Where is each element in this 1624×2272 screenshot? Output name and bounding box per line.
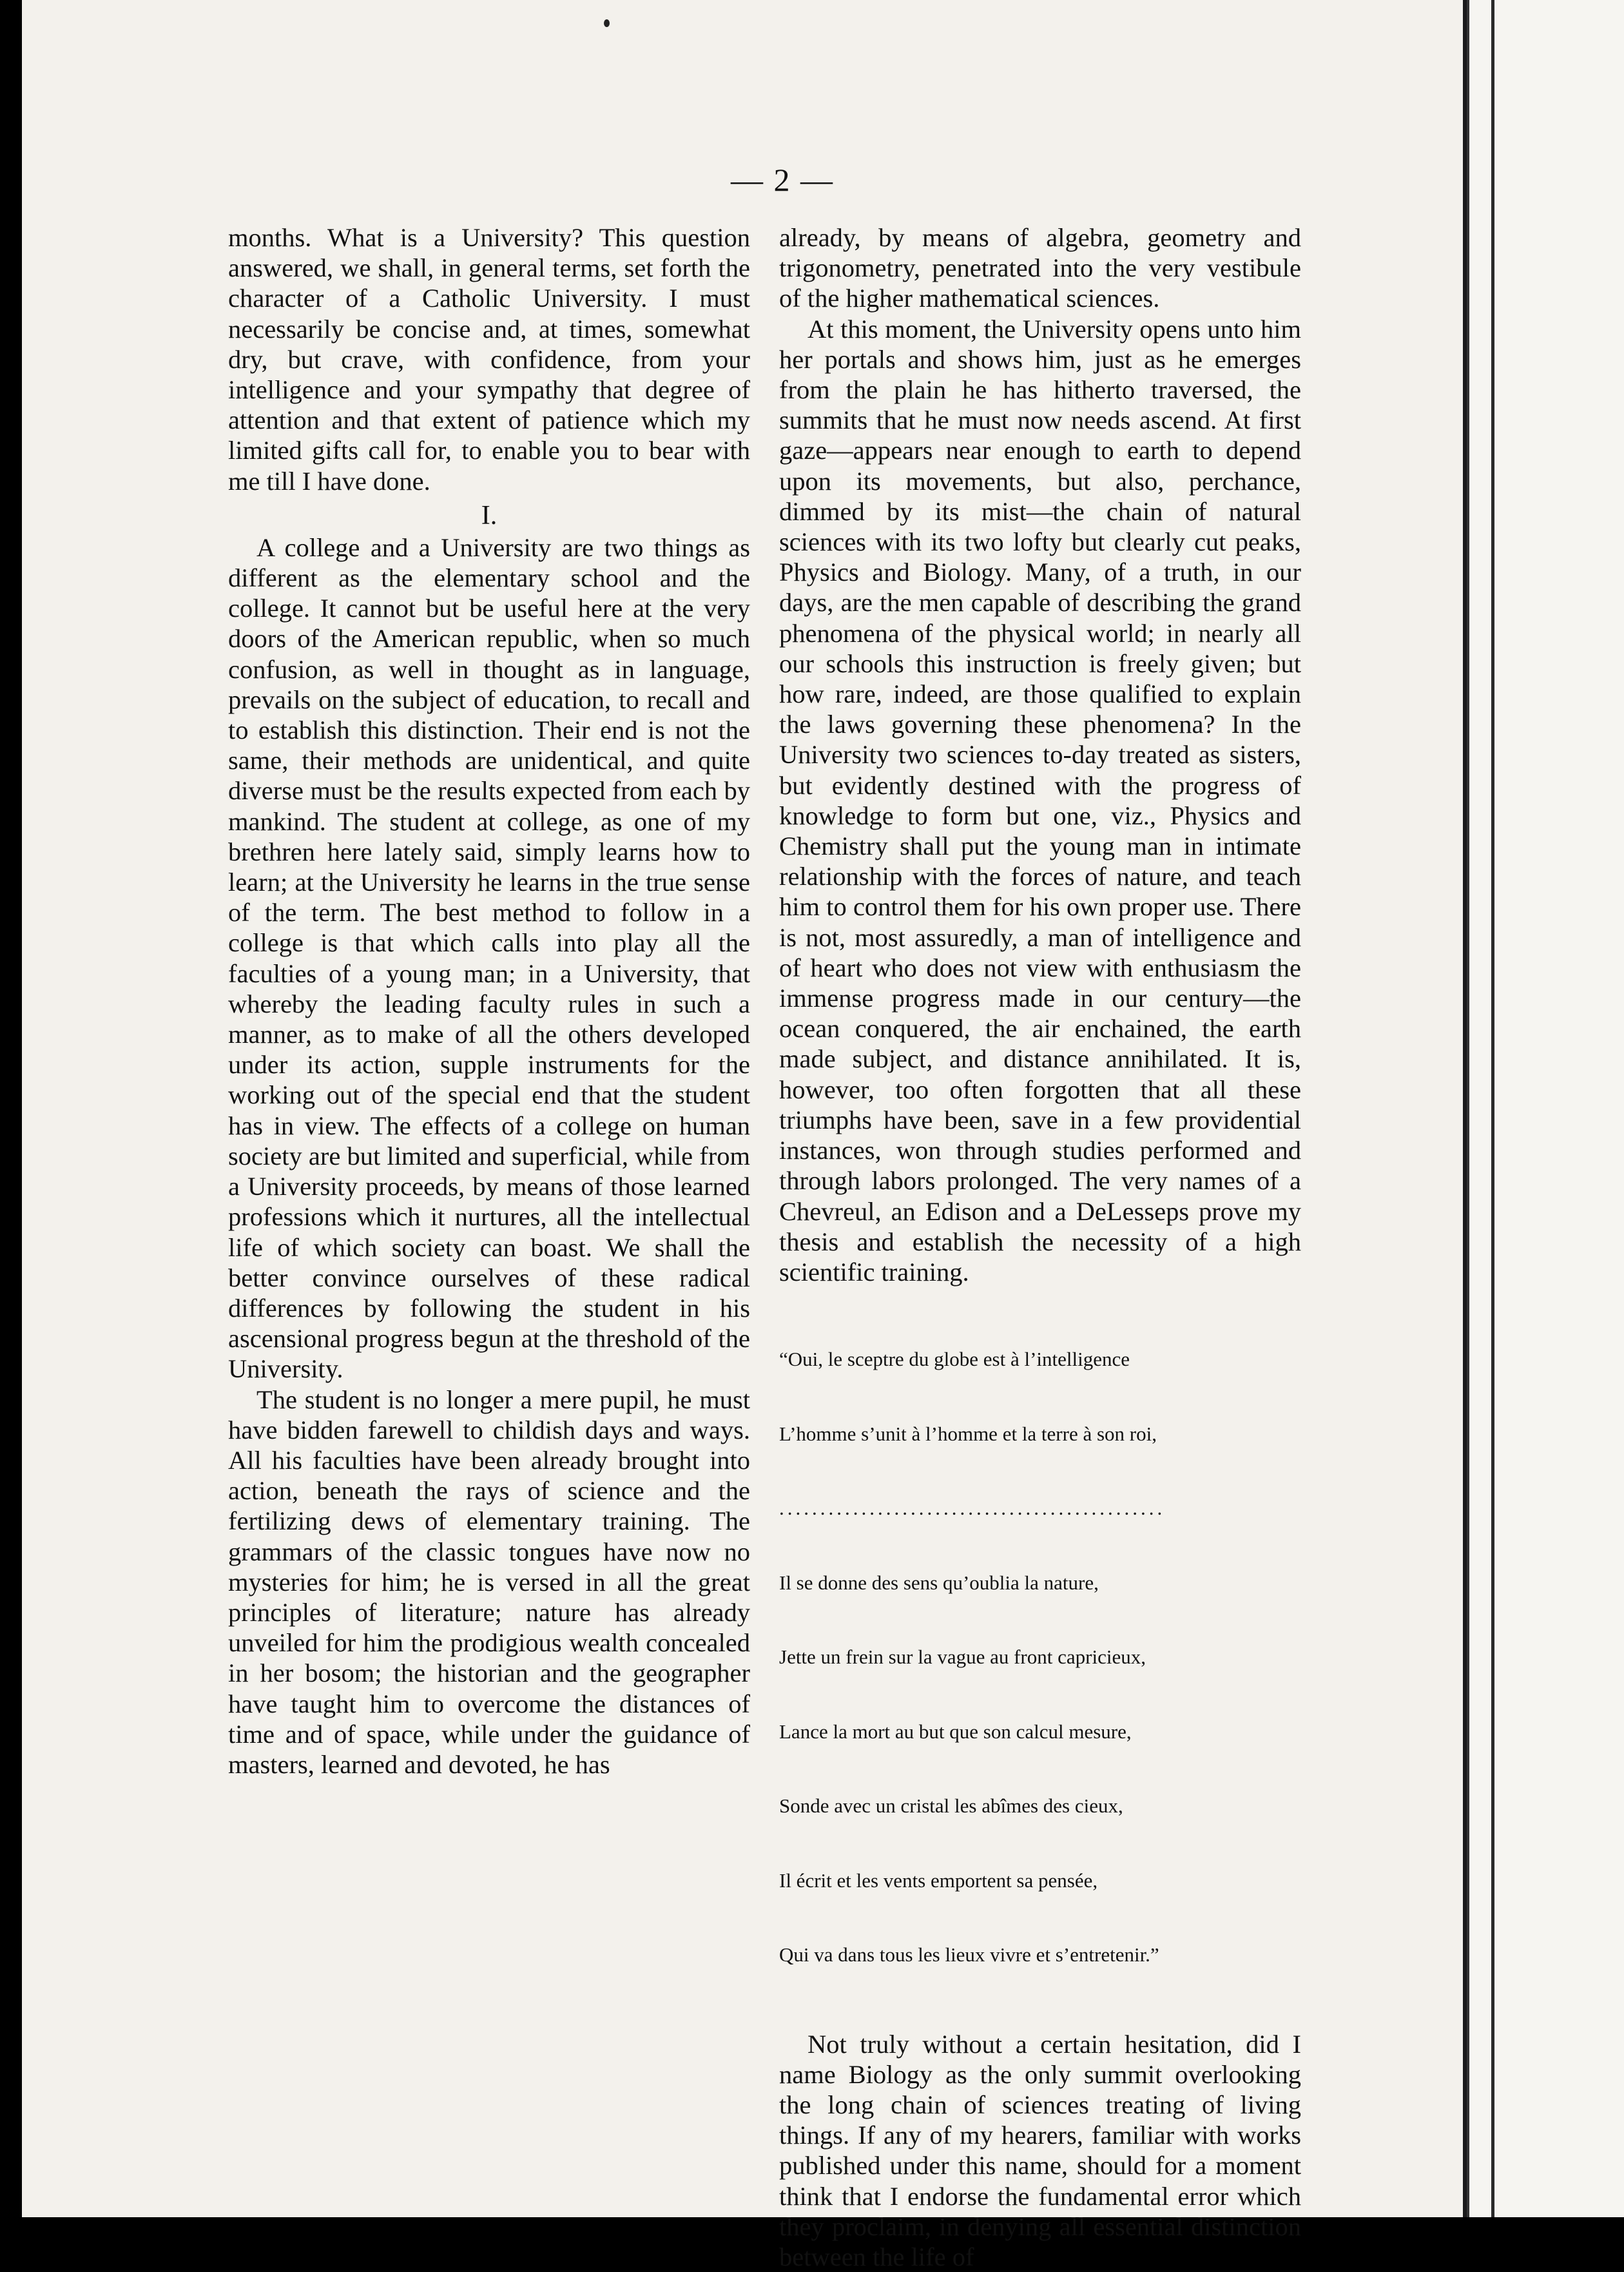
verse-line: Sonde avec un cristal les abîmes des cieux,	[779, 1794, 1123, 1818]
right-column	[779, 222, 1301, 2272]
verse-line: Il se donne des sens qu’oublia la nature,	[779, 1571, 1099, 1594]
verse-line: “Oui, le sceptre du globe est à l’intelligence	[779, 1348, 1130, 1371]
verse-line: L’homme s’unit à l’homme et la terre à son roi,	[779, 1422, 1157, 1445]
page-border	[1467, 0, 1469, 2217]
verse-ellipsis: ...............................................	[779, 1497, 1166, 1520]
paragraph: At this moment, the University opens unto him her portals and shows him, just as he emerges from the plain he has hitherto traversed, the summits that he must now needs ascend. At first gaze—appears near enough to earth to depend upon its movements, but also, perchance, dimmed by its mist—the chain of natural sciences with its two lofty but clearly cut peaks, Physics and Biology. Many, of a truth, in our days, are the men capable of describing the grand phenomena of the physical world; in nearly all our schools this instruction is freely given; but how rare, indeed, are those qualified to explain the laws governing these phenomena? In the University two sciences to-day treated as sisters, but evidently destined with the progress of knowledge to form but one, viz., Physics and Chemistry shall put the young man in intimate relationship with the forces of nature, and teach him to control them for his own proper use. There is not, most assuredly, a man of intelligence and of heart who does not view with enthusiasm the immense progress made in our century—the ocean conquered, the air enchained, the earth made subject, and distance annihilated. It is, however, too often forgotten that all these triumphs have been, save in a few providential instances, won through studies performed and through labors prolonged. The very names of a Chevreul, an Edison and a DeLesseps prove my thesis and establish the necessity of a high scientific training.	[779, 314, 1301, 1286]
section-heading: I.	[481, 500, 498, 530]
left-column	[228, 222, 750, 1780]
verse-quotation	[779, 1297, 1301, 2017]
verse-line: Qui va dans tous les lieux vivre et s’entretenir.”	[779, 1943, 1159, 1966]
ink-speck	[604, 19, 610, 27]
adjacent-page-edge	[1467, 0, 1624, 2217]
paragraph: A college and a University are two things as different as the elementary school and the college. It cannot but be useful here at the very doors of the American republic, when so much confusion, as well in thought as in language, prevails on the subject of education, to recall and to establish this distinction. Their end is not the same, their methods are unidentical, and quite diverse must be the results expected from each by mankind. The student at college, as one of my brethren here lately said, simply learns how to learn; at the University he learns in the true sense of the term. The best method to follow in a college is that which calls into play all the faculties of a young man; in a University, that whereby the leading faculty rules in such a manner, as to make of all the others developed under its action, supple instruments for the working out of the special end that the student has in view. The effects of a college on human society are but limited and superficial, while from a University proceeds, by means of those learned professions which it nurtures, all the intellectual life of which society can boast. We shall the better convince ourselves of these radical differences by following the student in his ascensional progress begun at the threshold of the University.	[228, 532, 750, 1384]
paragraph: months. What is a University? This question answered, we shall, in general terms, set forth the character of a Catholic University. I must necessarily be concise and, at times, somewhat dry, but crave, with confidence, from your intelligence and your sympathy that degree of attention and that extent of patience which my limited gifts call for, to enable you to bear with me till I have done.	[228, 223, 750, 496]
paragraph: already, by means of algebra, geometry and trigonometry, penetrated into the very vestibule of the higher mathematical sciences.	[779, 223, 1301, 313]
document-page	[22, 0, 1467, 2272]
paragraph: Not truly without a certain hesitation, did I name Biology as the only summit overlooking the long chain of sciences treating of living things. If any of my hearers, familiar with works published under this name, should for a moment think that I endorse the fundamental error which they proclaim, in denying all essential distinction between the life of	[779, 2029, 1301, 2272]
paragraph: The student is no longer a mere pupil, he must have bidden farewell to childish days and ways. All his faculties have been already brought into action, beneath the rays of science and the fertilizing dews of elementary training. The grammars of the classic tongues have now no mysteries for him; he is versed in all the great principles of literature; nature has already unveiled for him the prodigious wealth concealed in her bosom; the historian and the geographer have taught him to overcome the distances of time and of space, while under the guidance of masters, learned and devoted, he has	[228, 1384, 750, 1779]
page-number: — 2 —	[731, 162, 834, 198]
verse-line: Il écrit et les vents emportent sa pensée,	[779, 1869, 1098, 1892]
page-border	[1491, 0, 1494, 2217]
verse-line: Jette un frein sur la vague au front capricieux,	[779, 1646, 1146, 1669]
verse-line: Lance la mort au but que son calcul mesure,	[779, 1720, 1132, 1743]
